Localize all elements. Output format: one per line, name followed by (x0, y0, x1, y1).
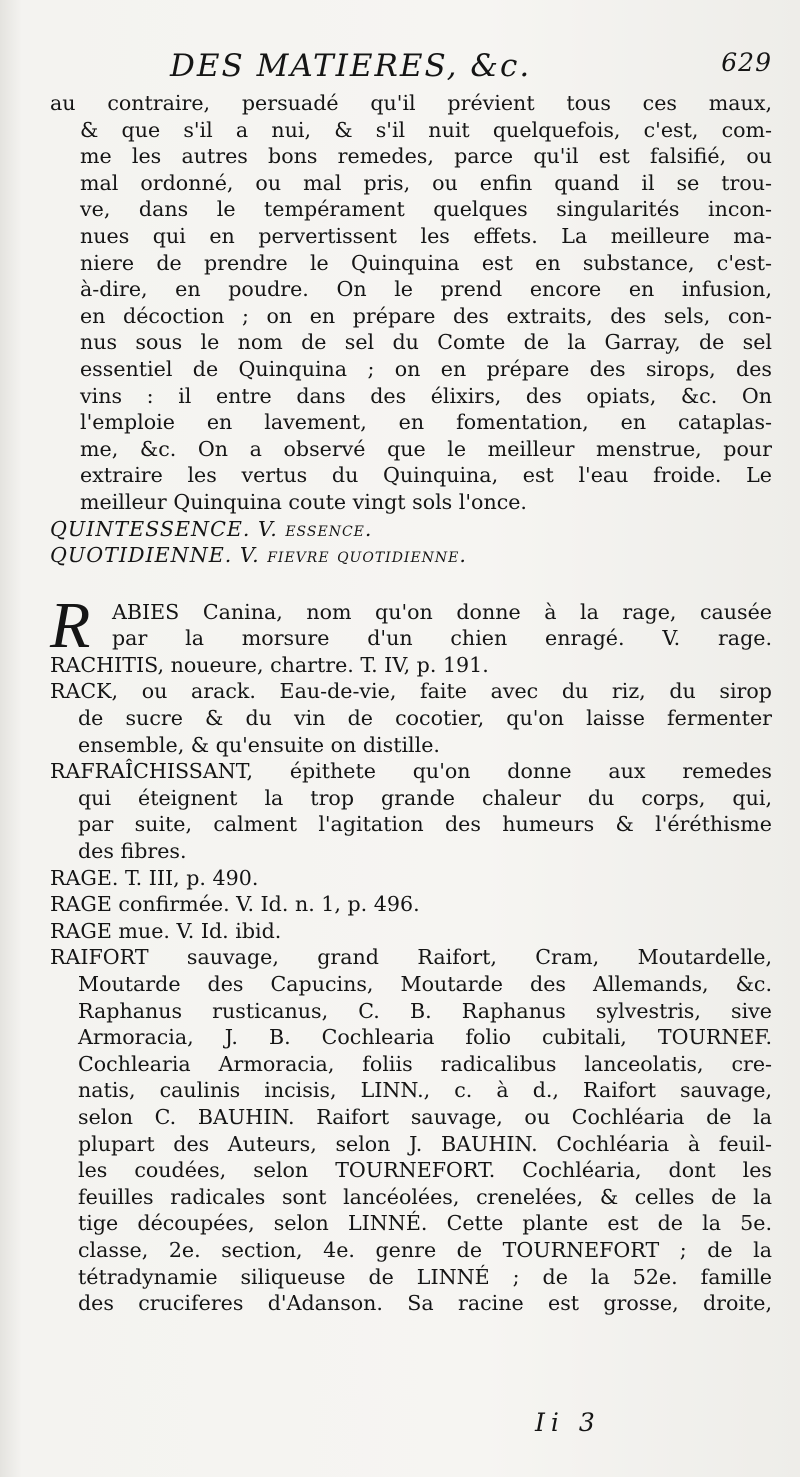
text-line: au contraire, persuadé qu'il prévient tous ces maux, (50, 91, 772, 115)
text-line: niere de prendre le Quinquina est en substance, c'est- (80, 250, 772, 275)
text-line: l'emploie en lavement, en fomentation, en cataplas- (80, 410, 772, 435)
drop-cap: R (50, 588, 91, 662)
text-line: de sucre & du vin de cocotier, qu'on laisse fermenter (78, 706, 772, 731)
text-line: RAGE. T. III, p. 490. (50, 865, 259, 890)
rabies-entry-line-2 (50, 625, 772, 652)
text-line: meilleur Quinquina coute vingt sols l'once. (80, 489, 527, 514)
text-line: des fibres. (78, 839, 187, 864)
header-title: DES MATIERES, &c. (170, 48, 532, 84)
page-number: 629 (721, 48, 772, 77)
text-line: Cochlearia Armoracia, foliis radicalibus lanceolatis, cre- (78, 1051, 772, 1076)
text-line: RAIFORT sauvage, grand Raifort, Cram, Moutardelle, (50, 945, 772, 970)
text-line: plupart des Auteurs, selon J. BAUHIN. Cochléaria à feuil- (78, 1131, 772, 1156)
text-line: extraire les vertus du Quinquina, est l'eau froide. Le (80, 463, 772, 488)
text-line: des cruciferes d'Adanson. Sa racine est grosse, droite, (78, 1291, 772, 1316)
text-line: RACHITIS, noueure, chartre. T. IV, p. 191. (50, 652, 489, 677)
text-line: essentiel de Quinquina ; on en prépare des sirops, des (80, 356, 772, 381)
section-gap (50, 569, 772, 599)
text-line: Armoracia, J. B. Cochlearia folio cubitali, TOURNEF. (78, 1025, 772, 1050)
text-line: ensemble, & qu'ensuite on distille. (78, 732, 440, 757)
text-line: ve, dans le tempérament quelques singularités incon- (80, 197, 772, 222)
text-line: les coudées, selon TOURNEFORT. Cochléaria, dont les (78, 1158, 772, 1183)
text-line: me les autres bons remedes, parce qu'il est falsifié, ou (80, 144, 772, 169)
text-line: natis, caulinis incisis, LINN., c. à d., Raifort sauvage, (78, 1078, 772, 1103)
quinquina-continuation (50, 90, 772, 569)
text-line: en décoction ; on en prépare des extraits, des sels, con- (80, 303, 772, 328)
text-line: qui éteignent la trop grande chaleur du corps, qui, (78, 785, 772, 810)
text-line: Raphanus rusticanus, C. B. Raphanus sylvestris, sive (78, 998, 772, 1023)
text-line: RAGE confirmée. V. Id. n. 1, p. 496. (50, 892, 420, 917)
text-line: RAGE mue. V. Id. ibid. (50, 918, 282, 943)
text-line: nues qui en pervertissent les effets. La meilleure ma- (80, 223, 772, 248)
rabies-entry-text-2: par la morsure d'un chien enragé. V. rage. (112, 626, 772, 651)
running-header (170, 48, 772, 88)
text-line: mal ordonné, ou mal pris, ou enfin quand il se trou- (80, 170, 772, 195)
text-line: QUINTESSENCE. V. essence. (50, 516, 373, 541)
r-entries (50, 652, 772, 1317)
text-line: selon C. BAUHIN. Raifort sauvage, ou Cochléaria de la (78, 1104, 772, 1129)
text-line: me, &c. On a observé que le meilleur menstrue, pour (80, 436, 772, 461)
signature-mark: Ii 3 (535, 1408, 601, 1437)
text-line: RAFRAÎCHISSANT, épithete qu'on donne aux remedes (50, 759, 772, 784)
text-line: classe, 2e. section, 4e. genre de TOURNEFORT ; de la (78, 1237, 772, 1262)
text-line: tétradynamie siliqueuse de LINNÉ ; de la 52e. famille (78, 1264, 772, 1289)
text-line: nus sous le nom de sel du Comte de la Garray, de sel (80, 330, 772, 355)
body-text (50, 90, 772, 1317)
text-line: feuilles radicales sont lancéolées, crenelées, & celles de la (78, 1184, 772, 1209)
text-line: tige découpées, selon LINNÉ. Cette plante est de la 5e. (78, 1211, 772, 1236)
text-line: & que s'il a nui, & s'il nuit quelquefois, c'est, com- (80, 117, 772, 142)
rabies-entry-text-1: ABIES Canina, nom qu'on donne à la rage, causée (112, 599, 772, 624)
text-line: RACK, ou arack. Eau-de-vie, faite avec du riz, du sirop (50, 679, 772, 704)
text-line: vins : il entre dans des élixirs, des opiats, &c. On (80, 383, 772, 408)
text-line: QUOTIDIENNE. V. fievre quotidienne. (50, 543, 467, 568)
text-line: à-dire, en poudre. On le prend encore en infusion, (80, 277, 772, 302)
text-line: Moutarde des Capucins, Moutarde des Allemands, &c. (78, 972, 772, 996)
text-line: par suite, calment l'agitation des humeurs & l'éréthisme (78, 812, 772, 837)
